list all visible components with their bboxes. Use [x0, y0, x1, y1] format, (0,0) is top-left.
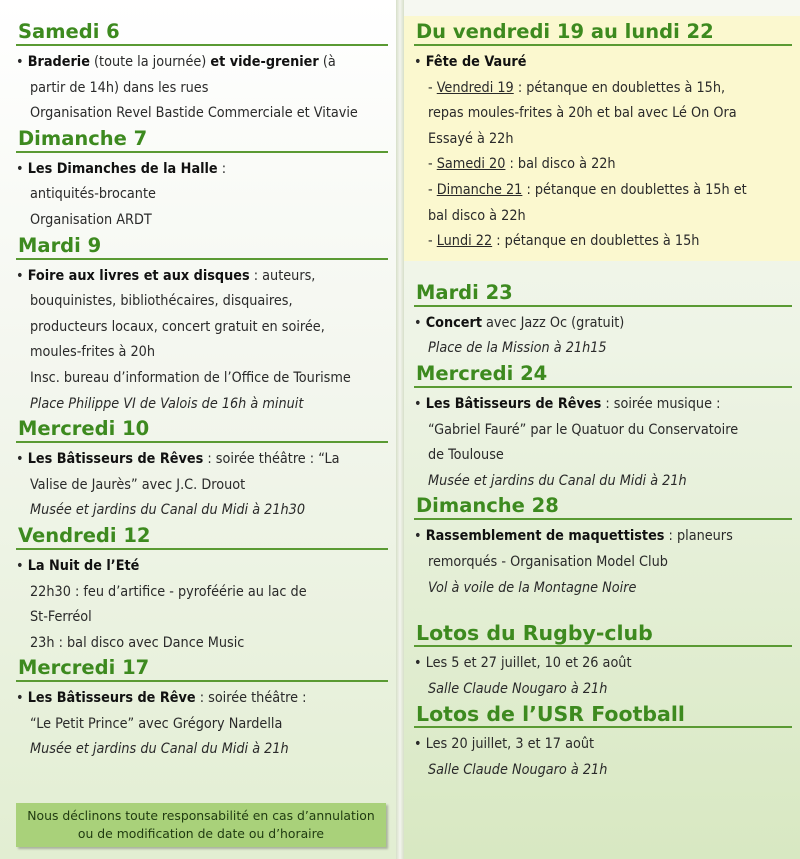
event-location: Salle Claude Nougaro à 21h [428, 761, 608, 778]
event-vendredi-12: Vendredi 12 • La Nuit de l’Eté 22h30 : feu d’artifice - pyroféérie au lac de St-Ferréol 23h : bal disco avec Dance Music [16, 524, 388, 656]
event-location: Place de la Mission à 21h15 [428, 340, 607, 357]
event-title: et vide-grenier [210, 54, 319, 70]
day-heading: Lotos de l’USR Football [414, 702, 792, 728]
event-mardi-23: Mardi 23 • Concert avec Jazz Oc (gratuit) Place de la Mission à 21h15 [414, 281, 792, 362]
event-location: Place Philippe VI de Valois de 16h à minuit [30, 395, 304, 412]
event-title: Fête de Vauré [425, 54, 527, 70]
left-column [0, 0, 396, 859]
event-location: Musée et jardins du Canal du Midi à 21h30 [30, 502, 306, 519]
event-fete-de-vaure: Du vendredi 19 au lundi 22 • Fête de Vauré - Vendredi 19 : pétanque en doublettes à 15h, repas moules-frites à 20h et bal avec Lé On Ora Essayé à 22h - Samedi 20 : bal disco à 22h - Dimanche 21 : pétanque en doublettes à 15h et bal disco à 22h - Lundi 22 : pétanque en doublettes à 15h [404, 16, 800, 261]
day-heading: Mercredi 17 [16, 656, 388, 682]
event-title: Rassemblement de maquettistes [425, 528, 665, 545]
column-divider [396, 0, 404, 859]
right-column [404, 0, 800, 859]
event-location: Musée et jardins du Canal du Midi à 21h [30, 741, 289, 758]
event-mardi-9: Mardi 9 • Foire aux livres et aux disques : auteurs, bouquinistes, bibliothécaires, disquaires, producteurs locaux, concert gratuit en soirée, moules-frites à 20h Insc. bureau d’information de l’Office de Tourisme Place Philippe VI de Valois de 16h à minuit [16, 234, 388, 418]
day-heading: Mardi 23 [414, 281, 792, 307]
disclaimer-notice: Nous déclinons toute responsabilité en cas d’annulation ou de modification de date ou d’horaire [16, 803, 386, 847]
event-dimanche-7: Dimanche 7 • Les Dimanches de la Halle : antiquités-brocante Organisation ARDT [16, 127, 388, 234]
event-location: Salle Claude Nougaro à 21h [428, 680, 608, 697]
event-lotos-rugby: Lotos du Rugby-club • Les 5 et 27 juillet, 10 et 26 août Salle Claude Nougaro à 21h [414, 621, 792, 702]
day-heading: Lotos du Rugby-club [414, 621, 792, 647]
day-heading: Mardi 9 [16, 234, 388, 260]
event-title: Les Dimanches de la Halle [27, 160, 218, 177]
event-dimanche-28: Dimanche 28 • Rassemblement de maquettistes : planeurs remorqués - Organisation Model Club Vol à voile de la Montagne Noire [414, 494, 792, 601]
event-mercredi-17: Mercredi 17 • Les Bâtisseurs de Rêve : soirée théâtre : “Le Petit Prince” avec Grégory Nardella Musée et jardins du Canal du Midi à 21h [16, 656, 388, 763]
day-heading: Dimanche 28 [414, 494, 792, 520]
day-heading: Mercredi 24 [414, 362, 792, 388]
day-heading: Mercredi 10 [16, 417, 388, 443]
event-title: Les Bâtisseurs de Rêve [27, 690, 196, 707]
event-title: Concert [425, 314, 482, 331]
event-location: Vol à voile de la Montagne Noire [428, 579, 637, 596]
day-heading: Samedi 6 [16, 20, 388, 46]
day-heading: Vendredi 12 [16, 524, 388, 550]
event-title: Les Bâtisseurs de Rêves [425, 395, 602, 412]
event-title: La Nuit de l’Eté [27, 557, 140, 574]
event-mercredi-24: Mercredi 24 • Les Bâtisseurs de Rêves : soirée musique : “Gabriel Fauré” par le Quatuor du Conservatoire de Toulouse Musée et jardins du Canal du Midi à 21h [414, 362, 792, 494]
event-title: Braderie [27, 54, 90, 70]
event-mercredi-10: Mercredi 10 • Les Bâtisseurs de Rêves : soirée théâtre : “La Valise de Jaurès” avec J.C. Drouot Musée et jardins du Canal du Midi à 21h30 [16, 417, 388, 524]
event-title: Foire aux livres et aux disques [27, 267, 250, 284]
event-title: Les Bâtisseurs de Rêves [27, 451, 204, 468]
event-samedi-6: Samedi 6 • Braderie (toute la journée) et vide-grenier (à partir de 14h) dans les rues Organisation Revel Bastide Commerciale et Vitavie [16, 20, 388, 127]
day-heading: Dimanche 7 [16, 127, 388, 153]
event-location: Musée et jardins du Canal du Midi à 21h [428, 472, 687, 489]
day-heading: Du vendredi 19 au lundi 22 [414, 20, 792, 46]
event-lotos-football: Lotos de l’USR Football • Les 20 juillet, 3 et 17 août Salle Claude Nougaro à 21h [414, 702, 792, 783]
